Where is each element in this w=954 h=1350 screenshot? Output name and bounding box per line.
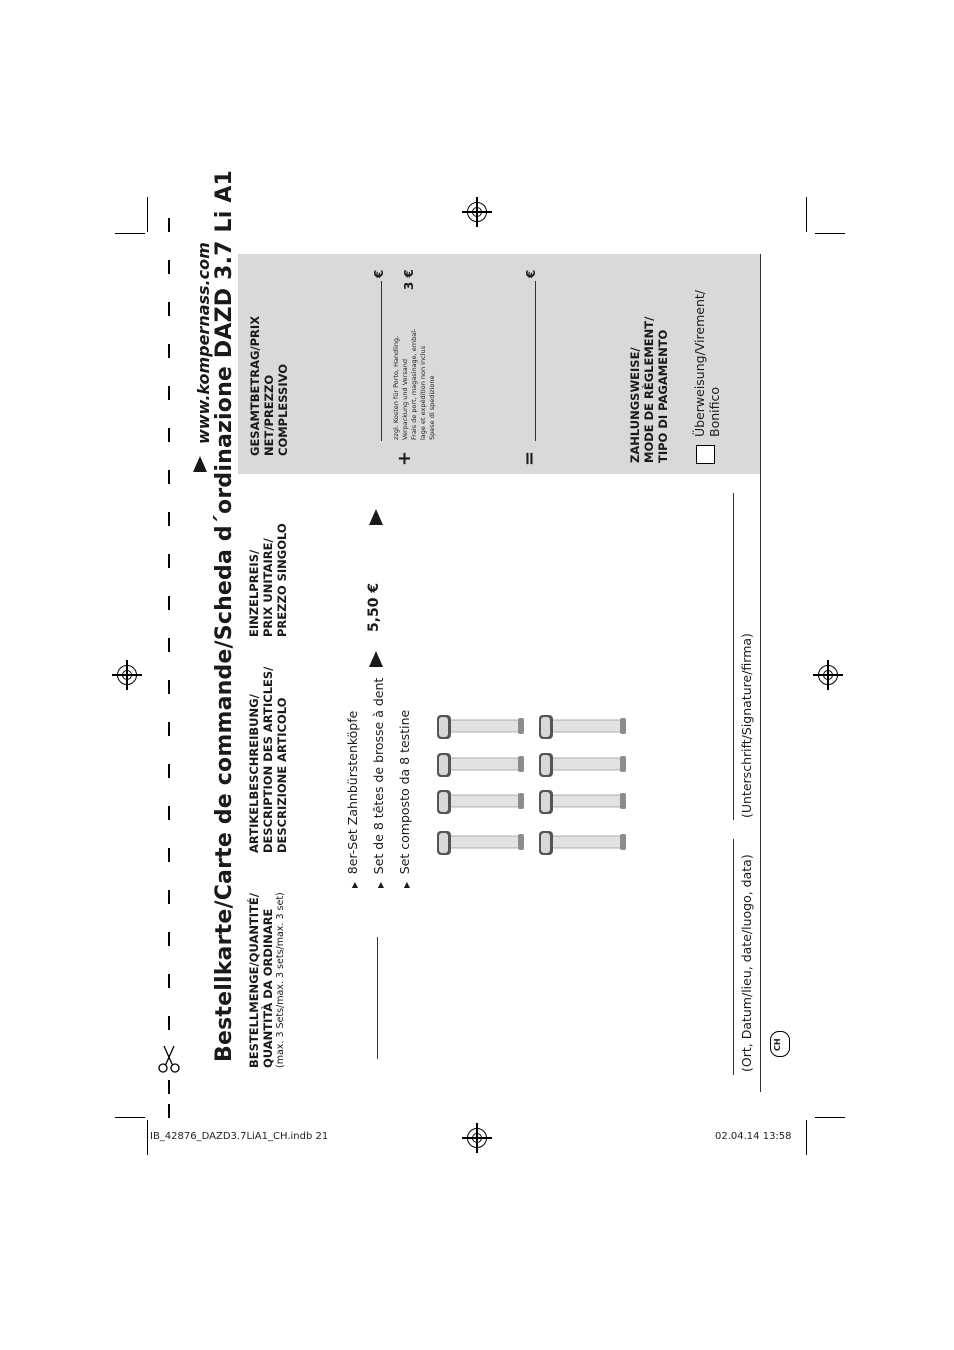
crop-mark	[815, 233, 845, 234]
payment-header: ZAHLUNGSWEISE/ MODE DE RÈGLEMENT/ TIPO DI PAGAMENTO	[628, 316, 670, 463]
arrow-right-icon	[193, 456, 207, 472]
arrow-right-icon	[369, 509, 383, 525]
unit-price-header: EINZELPREIS/ PRIX UNITAIRE/ PREZZO SINGOLO	[247, 523, 289, 637]
list-item: ▶ Set composto da 8 testine	[397, 709, 412, 888]
brush-head-image	[536, 787, 628, 817]
brush-head-image	[536, 712, 628, 742]
euro-sign: €	[372, 269, 386, 278]
registration-mark-icon	[467, 202, 487, 222]
crop-mark	[147, 1120, 148, 1155]
total-column-background	[238, 254, 760, 474]
plus-sign: +	[394, 450, 415, 466]
crop-mark	[806, 1120, 807, 1155]
brush-head-image	[536, 828, 628, 858]
quantity-note: (max. 3 Sets/max. 3 sets/max. 3 set)	[275, 892, 286, 1068]
brush-head-image	[434, 787, 526, 817]
crop-mark	[815, 1117, 845, 1118]
grand-total-input-line[interactable]	[535, 281, 536, 441]
list-item: ▶ 8er-Set Zahnbürstenköpfe	[345, 710, 360, 888]
shipping-note: zzgl. Kosten für Porto, Handling, Verpackung und Versand Frais de port, magasinage, embal- lage et expédition non inclus Spese di spedizione	[392, 328, 436, 440]
place-date-label: (Ort, Datum/lieu, date/luogo, data)	[739, 854, 754, 1072]
registration-mark-icon	[818, 665, 838, 685]
description-header: ARTIKELBESCHREIBUNG/ DESCRIPTION DES ARTICLES/ DESCRIZIONE ARTICOLO	[247, 666, 289, 853]
bullet-icon: ▶	[402, 874, 411, 888]
shipping-cost: 3 €	[402, 269, 416, 290]
registration-mark-icon	[467, 1128, 487, 1148]
bullet-icon: ▶	[350, 874, 359, 888]
crop-mark	[115, 233, 145, 234]
total-header: GESAMTBETRAG/PRIX NET/PREZZO COMPLESSIVO	[248, 315, 290, 456]
item-list	[341, 678, 419, 888]
equals-sign: =	[519, 450, 540, 466]
crop-mark	[115, 1117, 145, 1118]
brush-head-image	[434, 828, 526, 858]
signature-input-line[interactable]	[733, 493, 734, 820]
page-title: Bestellkarte/Carte de commande/Scheda d´ordinazione DAZD 3.7 Li A1	[212, 169, 237, 1062]
website-link[interactable]: www.kompernass.com	[194, 242, 213, 444]
brush-head-image	[434, 750, 526, 780]
country-badge: CH	[770, 1031, 790, 1057]
footer-file-info: IB_42876_DAZD3.7LiA1_CH.indb 21	[150, 1131, 329, 1142]
scissors-icon	[158, 1044, 180, 1074]
quantity-header: BESTELLMENGE/QUANTITÉ/ QUANTITÀ DA ORDINARE (max. 3 Sets/max. 3 sets/max. 3 set)	[247, 892, 286, 1068]
list-item: ▶ Set de 8 têtes de brosse à dent	[371, 677, 386, 888]
place-date-input-line[interactable]	[733, 839, 734, 1075]
footer-date: 02.04.14 13:58	[715, 1131, 792, 1142]
signature-label: (Unterschrift/Signature/firma)	[739, 633, 754, 818]
form-bottom-border	[760, 254, 761, 1092]
unit-price: 5,50 €	[366, 582, 382, 632]
subtotal-input-line[interactable]	[381, 281, 382, 441]
brush-head-image	[536, 750, 628, 780]
quantity-input-line[interactable]	[377, 937, 378, 1059]
checkbox-icon[interactable]	[696, 445, 715, 464]
crop-mark	[147, 197, 148, 232]
registration-mark-icon	[117, 665, 137, 685]
euro-sign: €	[524, 269, 538, 278]
payment-option: Überweisung/Virement/ Bonifico	[692, 289, 722, 437]
arrow-right-icon	[369, 651, 383, 667]
crop-mark	[806, 197, 807, 232]
bullet-icon: ▶	[376, 874, 385, 888]
brush-head-image	[434, 712, 526, 742]
